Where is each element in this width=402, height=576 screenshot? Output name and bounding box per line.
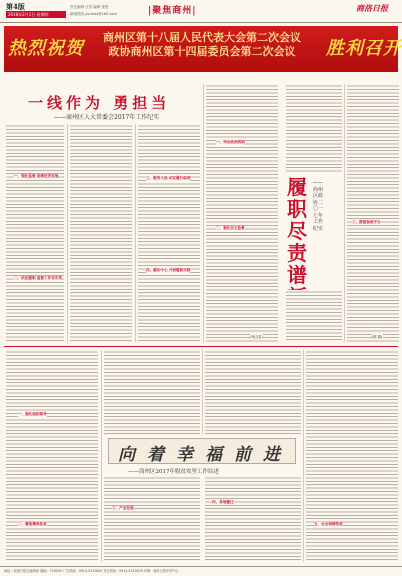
article3-column-4 — [306, 350, 398, 562]
article2-column-2 — [286, 84, 342, 172]
article2-vertical-subtitle: ——商州区政协二〇一七年工作纪实 — [313, 180, 324, 232]
column-rule — [344, 84, 345, 342]
banner-left-text: 热烈祝贺 — [8, 38, 84, 59]
article2-vertical-title: 履职尽责谱 — [287, 175, 307, 287]
article3-subhead-4: 四、易地搬迁 — [212, 500, 234, 504]
article2-column-1 — [206, 84, 278, 342]
section-divider — [4, 346, 398, 347]
column-rule — [202, 350, 203, 434]
article2-subhead-3: 三、搭建参政平台 — [352, 220, 381, 224]
article3-subhead-5: 五、社会保障兜底 — [314, 522, 343, 526]
article1-headline: 一线作为 勇担当 — [28, 94, 171, 112]
section-title: |聚焦商州| — [148, 6, 197, 16]
article3-column-5 — [104, 476, 200, 562]
article3-headline: 向着幸福前进 — [118, 445, 292, 465]
article3-subhead-3: 三、产业发展 — [112, 506, 134, 510]
banner-line-1: 商州区第十八届人民代表大会第二次会议 — [103, 31, 301, 44]
article2-subhead-1: 一、突出政治统领 — [216, 140, 245, 144]
paper-name-logo: 商洛日报 — [356, 3, 388, 13]
date-bar: 2018年2月1日 星期四 — [6, 11, 66, 18]
page-number: 第4版 — [6, 2, 25, 11]
article3-column-2 — [104, 350, 200, 434]
article3-column-1 — [6, 350, 98, 562]
banner-line-2: 政协商州区第十四届委员会第二次会议 — [108, 45, 296, 58]
article3-column-6 — [205, 476, 301, 562]
column-rule — [101, 350, 102, 562]
article1-byline: (杨五星) — [250, 335, 263, 339]
article1-subtitle: ——商州区人大常委会2017年工作纪实 — [54, 114, 160, 121]
column-rule — [203, 84, 204, 342]
article3-column-3 — [205, 350, 301, 434]
article2-column-3 — [347, 84, 399, 342]
page-footer: 地址：商洛日报社编辑部 邮编：726000 广告热线：0914-2313620 发行热线：0914-2313629 印刷：商洛日报印务中心 — [0, 566, 402, 576]
banner-right-text: 胜利召开 — [326, 38, 402, 59]
edition-line: 责任编辑 汪雪 编辑 张程 — [70, 5, 109, 9]
article3-subhead-1: 一、强化组织领导 — [18, 412, 47, 416]
article1-subhead-2: 二、依法履职 监督工作有实效 — [14, 276, 62, 280]
contact-line: 新闻热线 yurmas@163.com — [70, 12, 117, 16]
article1-column-3 — [138, 124, 200, 342]
column-rule — [135, 124, 136, 342]
article1-subhead-3: 三、服务大局 切实履行职责 — [146, 176, 191, 180]
article1-column-2 — [70, 124, 132, 342]
article3-subtitle: ——商州区2017年脱贫攻坚工作综述 — [128, 469, 219, 475]
banner-middle — [84, 31, 320, 59]
article1-subhead-4: 四、紧扣中心 开展履职实践 — [146, 268, 191, 272]
article3-subhead-2: 二、聚焦精准扶贫 — [18, 522, 47, 526]
column-rule — [303, 350, 304, 562]
column-rule — [67, 124, 68, 342]
article1-subhead-1: 一、强化监督 助推经济发展 — [14, 174, 59, 178]
article2-subhead-2: 二、强化民主监督 — [216, 226, 245, 230]
article2-column-4 — [286, 290, 342, 342]
article2-byline: (陈 娟) — [372, 335, 383, 339]
article1-column-1 — [6, 124, 64, 342]
